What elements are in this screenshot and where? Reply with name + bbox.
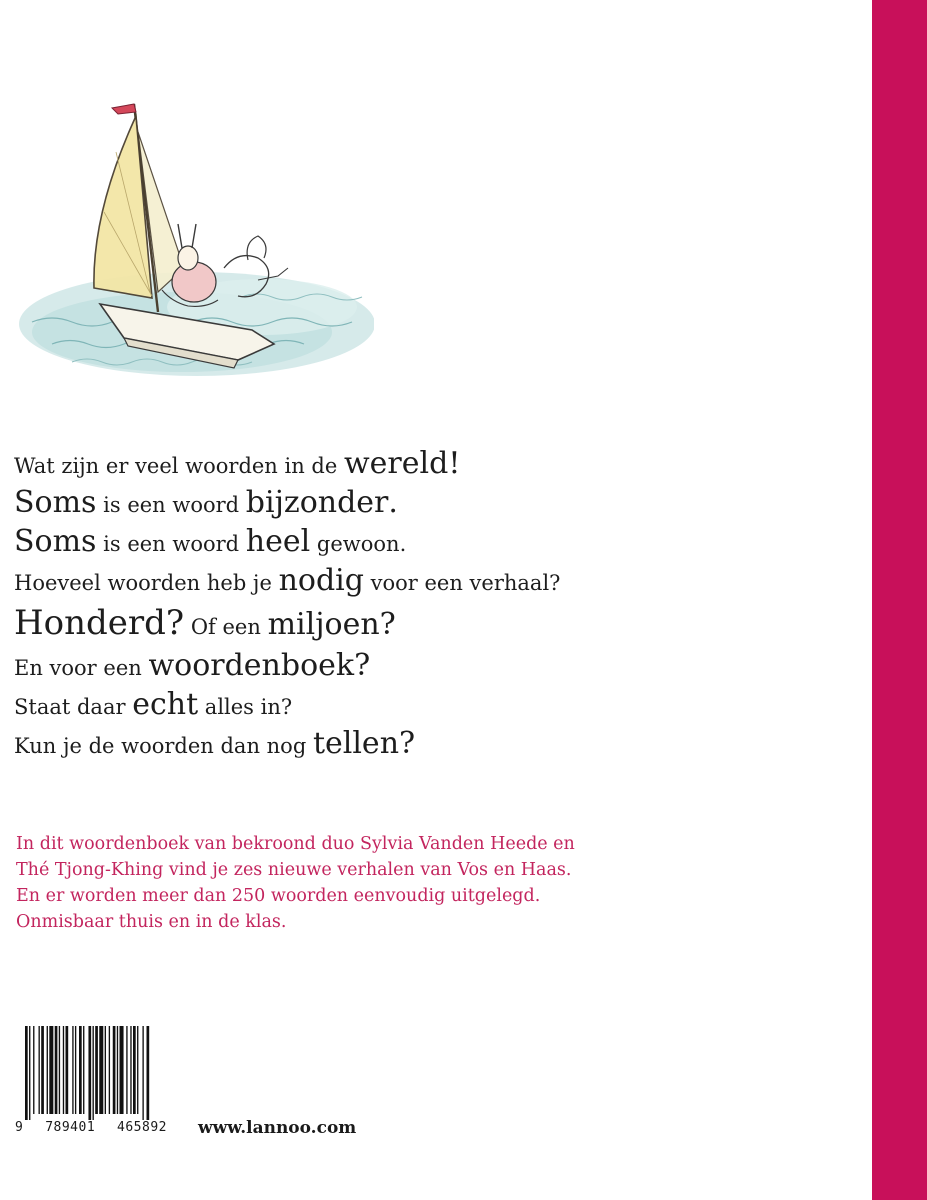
blurb-line: En er worden meer dan 250 woorden eenvoudig uitgelegd. (16, 886, 541, 906)
barcode-bar (88, 1026, 91, 1120)
poem-emphasis-word: ? (379, 607, 396, 642)
barcode-bar (72, 1026, 73, 1114)
barcode-bar (63, 1026, 64, 1114)
barcode-bar (120, 1026, 124, 1114)
book-spine (872, 0, 927, 1200)
barcode-bar (147, 1026, 150, 1120)
poem-emphasis-word: miljoen (267, 607, 380, 642)
barcode-bar (105, 1026, 106, 1114)
poem-line (14, 724, 854, 763)
poem-word: Of een (184, 615, 268, 639)
poem-line (14, 444, 854, 483)
isbn-prefix: 9 (15, 1120, 24, 1135)
barcode-bar (75, 1026, 76, 1114)
poem-line (14, 646, 854, 685)
barcode-bar (83, 1026, 84, 1114)
poem-word: Hoeveel woorden heb je (14, 571, 279, 595)
isbn-group-2: 465892 (117, 1120, 167, 1135)
poem-word: Staat daar (14, 695, 133, 719)
blurb-text (16, 831, 836, 935)
barcode-bar (93, 1026, 94, 1120)
blurb-line: In dit woordenboek van bekroond duo Sylvia Vanden Heede en (16, 834, 575, 854)
blurb-line: Thé Tjong-Khing vind je zes nieuwe verhalen van Vos en Haas. (16, 860, 572, 880)
barcode-bar (126, 1026, 127, 1114)
poem-line (14, 561, 854, 600)
barcode-bar (142, 1026, 143, 1120)
poem-line (14, 522, 854, 561)
poem-emphasis-word: ? (354, 648, 371, 683)
poem-emphasis-word: bijzonder (245, 485, 389, 520)
blurb-line: Onmisbaar thuis en in de klas. (16, 912, 287, 932)
poem-text (14, 444, 854, 763)
barcode-bar (29, 1026, 30, 1120)
poem-word: Wat zijn er veel woorden in de (14, 454, 344, 478)
barcode-bar (79, 1026, 82, 1114)
barcode-bar (95, 1026, 98, 1114)
poem-emphasis-word: wereld (343, 446, 449, 481)
barcode-bar (113, 1026, 116, 1114)
poem-word: En voor een (14, 656, 149, 680)
poem-emphasis-word: echt (132, 687, 199, 722)
poem-emphasis-word: ! (448, 446, 461, 481)
barcode-bar (49, 1026, 53, 1114)
poem-emphasis-word: heel (245, 524, 311, 559)
barcode-bar (99, 1026, 103, 1114)
poem-line (14, 685, 854, 724)
poem-line (14, 600, 854, 646)
barcode-bar (66, 1026, 69, 1114)
poem-line (14, 483, 854, 522)
poem-emphasis-word: Soms (14, 524, 97, 559)
barcode-bar (133, 1026, 136, 1114)
poem-emphasis-word: nodig (278, 563, 364, 598)
barcode-bar (41, 1026, 44, 1114)
isbn-group-1: 789401 (45, 1120, 96, 1135)
poem-word: Kun je de woorden dan nog (14, 734, 313, 758)
website-url: www.lannoo.com (198, 1118, 357, 1138)
poem-word: alles in? (198, 695, 293, 719)
poem-emphasis-word: ? (399, 726, 416, 761)
barcode-bar (137, 1026, 138, 1114)
poem-word: gewoon. (310, 532, 407, 556)
poem-word: is een woord (96, 532, 246, 556)
barcode-bar (117, 1026, 118, 1114)
barcode-bar (130, 1026, 131, 1114)
isbn-number (15, 1120, 167, 1135)
poem-emphasis-word: Soms (14, 485, 97, 520)
poem-word: voor een verhaal? (363, 571, 561, 595)
barcode-bar (59, 1026, 60, 1114)
barcode-bar (25, 1026, 28, 1120)
barcode-bar (39, 1026, 40, 1114)
poem-emphasis-word: Honderd? (14, 603, 185, 643)
barcode-icon (15, 1024, 167, 1144)
barcode-bar (109, 1026, 110, 1114)
barcode-bar (47, 1026, 48, 1114)
barcode-bar (33, 1026, 34, 1114)
poem-word: is een woord (96, 493, 246, 517)
poem-emphasis-word: . (388, 485, 398, 520)
poem-emphasis-word: tellen (312, 726, 400, 761)
barcode-bar (55, 1026, 58, 1114)
poem-emphasis-word: woordenboek (148, 648, 355, 683)
sailboat-illustration (12, 92, 374, 388)
